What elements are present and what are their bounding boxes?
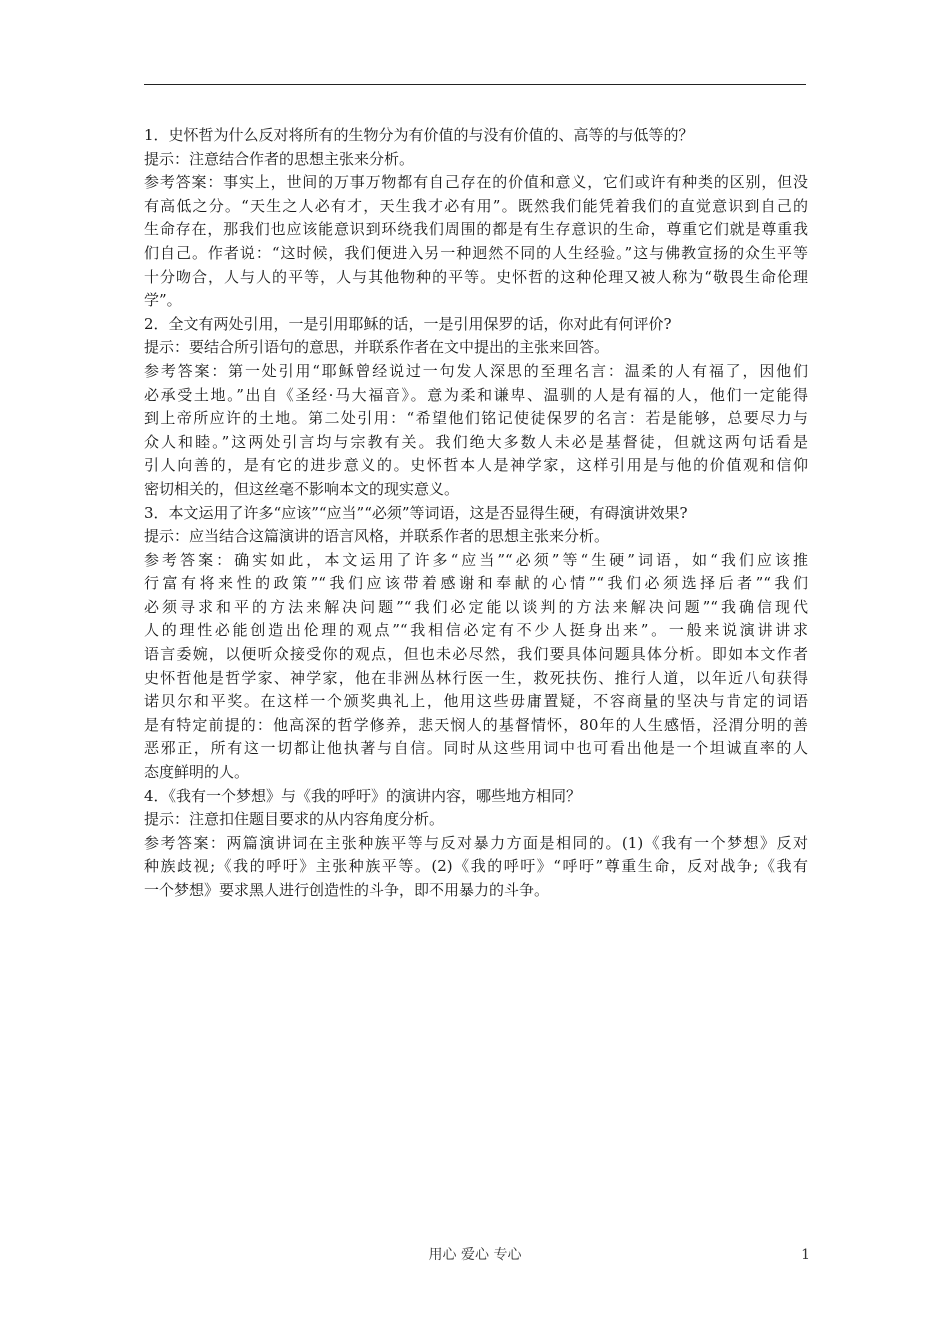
text-line: 参考答案：两篇演讲词在主张种族平等与反对暴力方面是相同的。(1)《我有一个梦想》反对 bbox=[144, 833, 808, 852]
text-line: 学”。 bbox=[144, 291, 182, 310]
text-line: 恶邪正，所有这一切都让他执著与自信。同时从这些用词中也可看出他是一个坦诚直率的人 bbox=[144, 739, 808, 758]
text-line: 众人和睦。”这两处引言均与宗教有关。我们绝大多数人未必是基督徒，但就这两句话看是 bbox=[144, 432, 808, 451]
text-line: 参考答案：确实如此，本文运用了许多“应当”“必须”等“生硬”词语，如“我们应该推 bbox=[144, 550, 808, 569]
text-line: 是有特定前提的：他高深的哲学修养，悲天悯人的基督情怀，80年的人生感悟，泾渭分明的善 bbox=[144, 715, 808, 734]
text-line: 引人向善的，是有它的进步意义的。史怀哲本人是神学家，这样引用是与他的价值观和信仰 bbox=[144, 456, 808, 475]
page-number: 1 bbox=[801, 1247, 810, 1263]
text-line: 2．全文有两处引用，一是引用耶稣的话，一是引用保罗的话，你对此有何评价? bbox=[144, 314, 672, 333]
header-rule bbox=[144, 84, 806, 85]
text-line: 提示：要结合所引语句的意思，并联系作者在文中提出的主张来回答。 bbox=[144, 338, 610, 357]
text-line: 到上帝所应许的土地。第二处引用：“希望他们铭记使徒保罗的名言：若是能够，总要尽力与 bbox=[144, 409, 808, 428]
text-line: 们自己。作者说：“这时候，我们便进入另一种迥然不同的人生经验。”这与佛教宣扬的众生平等 bbox=[144, 243, 808, 262]
text-line: 态度鲜明的人。 bbox=[144, 763, 250, 782]
text-line: 参考答案：事实上，世间的万事万物都有自己存在的价值和意义，它们或许有种类的区别，但没 bbox=[144, 173, 808, 192]
text-line: 必须寻求和平的方法来解决问题”“我们必定能以谈判的方法来解决问题”“我确信现代 bbox=[144, 597, 808, 616]
text-line: 4．《我有一个梦想》与《我的呼吁》的演讲内容，哪些地方相同？ bbox=[144, 786, 582, 805]
text-line: 提示：应当结合这篇演讲的语言风格，并联系作者的思想主张来分析。 bbox=[144, 527, 610, 546]
text-line: 3．本文运用了许多“应该”“应当”“必须”等词语，这是否显得生硬，有碍演讲效果? bbox=[144, 503, 688, 522]
text-line: 行富有将来性的政策”“我们应该带着感谢和奉献的心情”“我们必须选择后者”“我们 bbox=[144, 574, 808, 593]
text-line: 必承受土地。”出自《圣经·马大福音》。意为柔和谦卑、温驯的人是有福的人，他们一定能得 bbox=[144, 385, 808, 404]
text-line: 人的理性必能创造出伦理的观点”“我相信必定有不少人挺身出来”。一般来说演讲讲求 bbox=[144, 621, 808, 640]
text-line: 史怀哲他是哲学家、神学家，他在非洲丛林行医一生，救死扶伤、推行人道，以年近八旬获得 bbox=[144, 668, 808, 687]
text-line: 1．史怀哲为什么反对将所有的生物分为有价值的与没有价值的、高等的与低等的？ bbox=[144, 126, 694, 144]
text-line: 一个梦想》要求黑人进行创造性的斗争，即不用暴力的斗争。 bbox=[144, 881, 550, 899]
text-line: 提示：注意扣住题目要求的从内容角度分析。 bbox=[144, 810, 445, 829]
text-line: 提示：注意结合作者的思想主张来分析。 bbox=[144, 149, 415, 168]
text-line: 生命存在，那我们也应该能意识到环绕我们周围的都是有生存意识的生命，尊重它们就是尊重我 bbox=[144, 220, 808, 239]
document-body bbox=[144, 124, 808, 903]
footer-slogan: 用心 爱心 专心 bbox=[428, 1247, 522, 1263]
text-line: 语言委婉，以便听众接受你的观点，但也未必尽然，我们要具体问题具体分析。即如本文作者 bbox=[144, 645, 808, 664]
text-line: 有高低之分。“天生之人必有才，天生我才必有用”。既然我们能凭着我们的直觉意识到自己的 bbox=[144, 196, 808, 215]
text-line: 种族歧视;《我的呼吁》主张种族平等。(2)《我的呼吁》“呼吁”尊重生命，反对战争;《我有 bbox=[144, 857, 808, 876]
text-line: 十分吻合，人与人的平等，人与其他物种的平等。史怀哲的这种伦理又被人称为“敬畏生命伦理 bbox=[144, 267, 808, 286]
text-line: 诺贝尔和平奖。在这样一个颁奖典礼上，他用这些毋庸置疑，不容商量的坚决与肯定的词语 bbox=[144, 692, 808, 711]
text-line: 参考答案：第一处引用“耶稣曾经说过一句发人深思的至理名言：温柔的人有福了，因他们 bbox=[144, 361, 808, 380]
text-line: 密切相关的，但这丝毫不影响本文的现实意义。 bbox=[144, 479, 460, 498]
